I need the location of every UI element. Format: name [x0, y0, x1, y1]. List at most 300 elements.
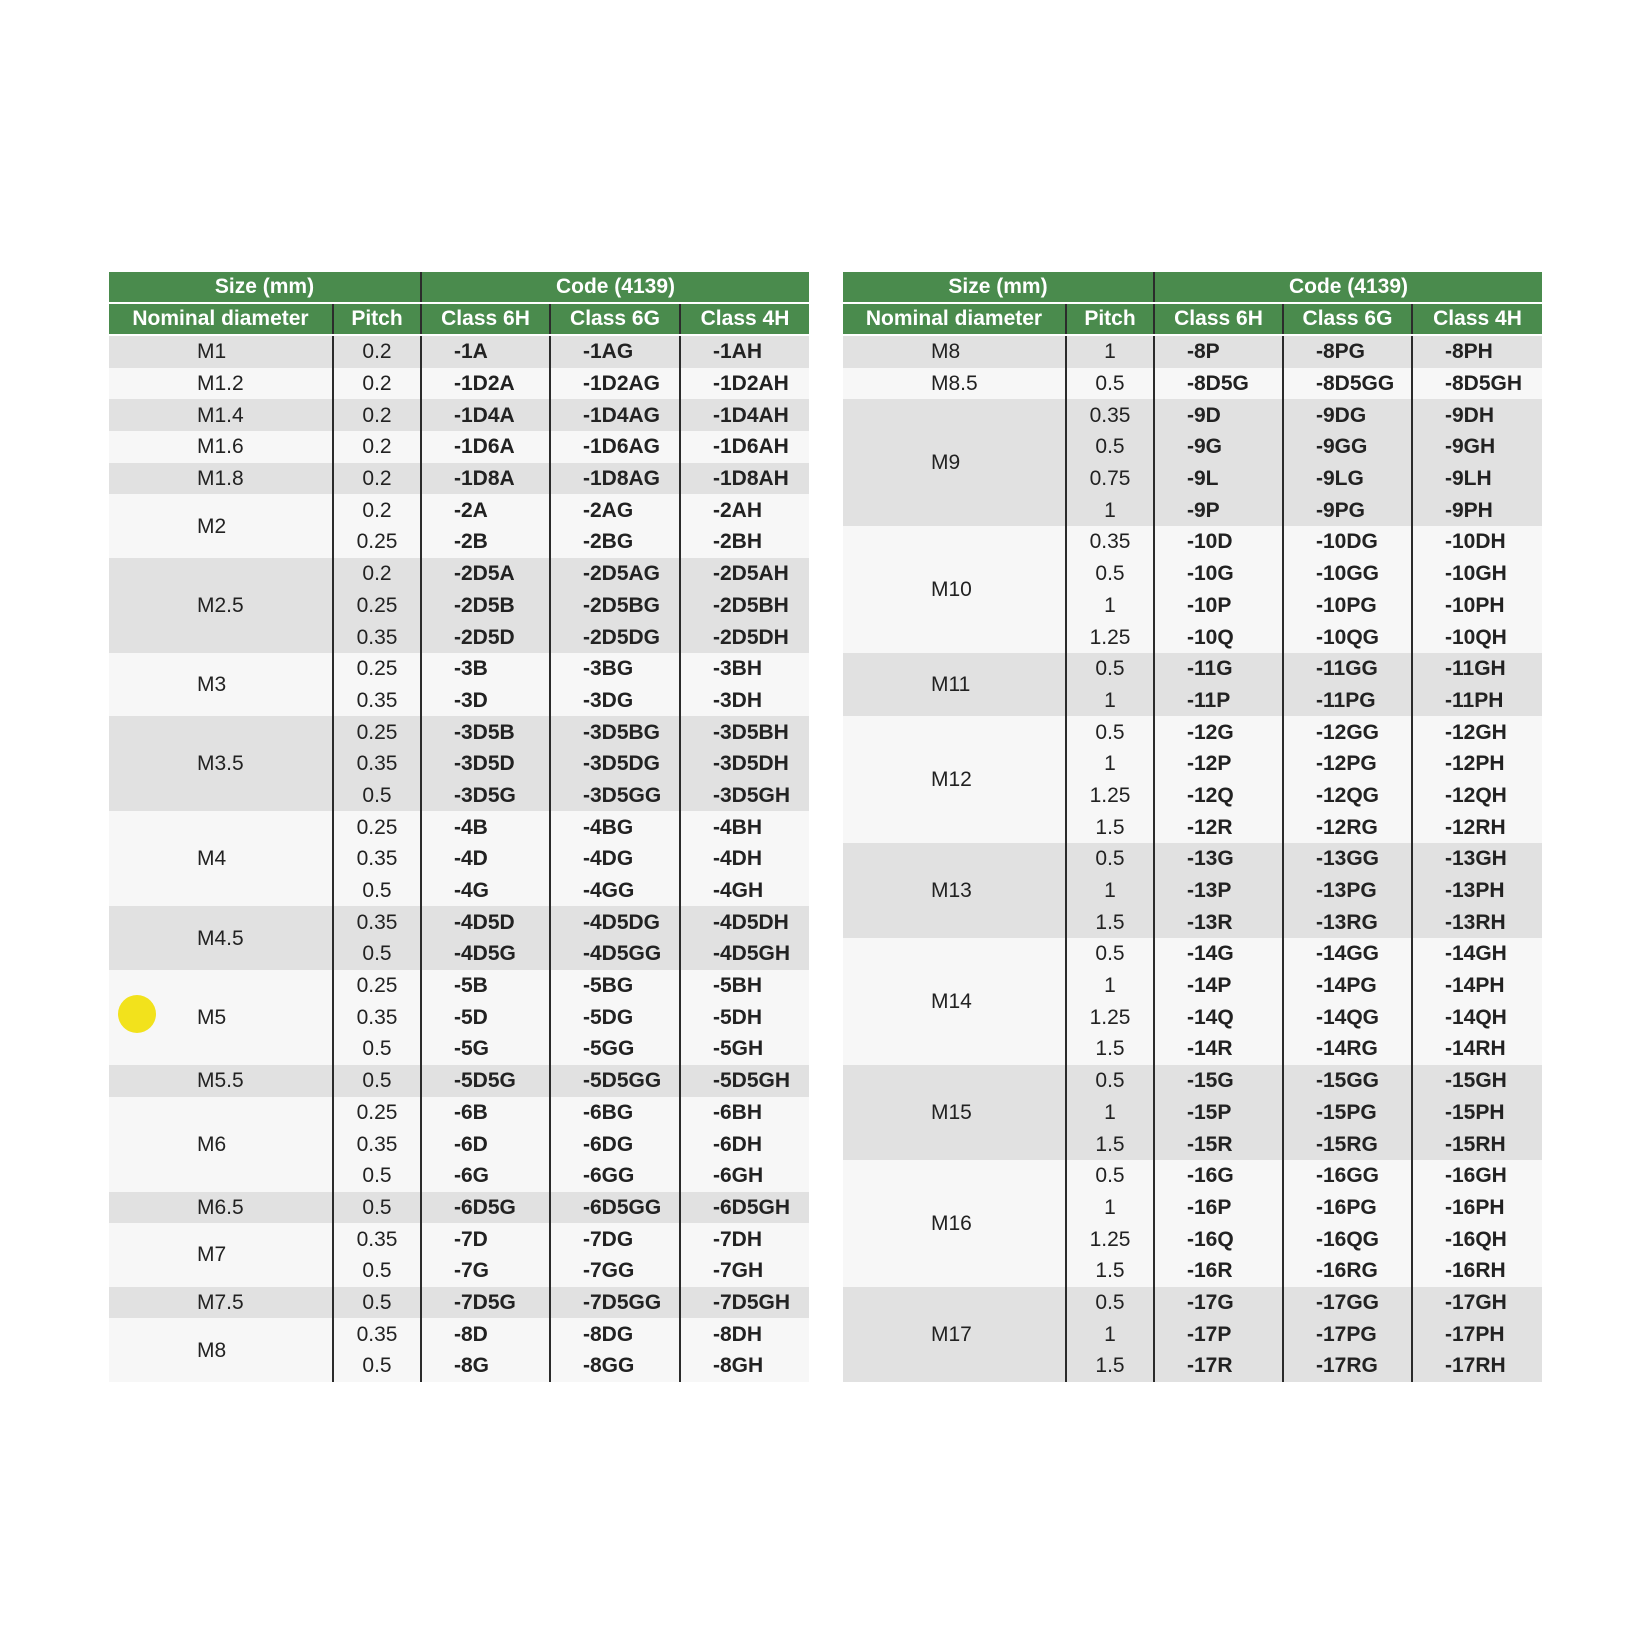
class-4h-cell: -8DH	[680, 1318, 809, 1350]
pitch-cell: 1	[1066, 1097, 1154, 1129]
class-6g-cell: -4BG	[550, 811, 680, 843]
class-6h-cell: -4D5G	[421, 938, 550, 970]
class-6h-cell: -3B	[421, 653, 550, 685]
nominal-diameter-cell: M14	[843, 938, 1066, 1065]
pitch-cell: 0.5	[1066, 558, 1154, 590]
pitch-cell: 0.35	[333, 1318, 421, 1350]
class-4h-cell: -16PH	[1412, 1192, 1542, 1224]
pitch-cell: 1	[1066, 335, 1154, 368]
class-6g-cell: -15GG	[1283, 1065, 1412, 1097]
class-6g-cell: -14PG	[1283, 970, 1412, 1002]
pitch-cell: 0.5	[333, 875, 421, 907]
class-4h-cell: -5BH	[680, 970, 809, 1002]
class-6h-cell: -14G	[1154, 938, 1283, 970]
class-6g-cell: -4DG	[550, 843, 680, 875]
header-group-row	[109, 272, 809, 303]
class-4h-cell: -2BH	[680, 526, 809, 558]
pitch-cell: 0.35	[333, 906, 421, 938]
pitch-cell: 0.5	[1066, 843, 1154, 875]
class-6h-cell: -5G	[421, 1033, 550, 1065]
class-6g-cell: -10QG	[1283, 621, 1412, 653]
pitch-cell: 1.5	[1066, 1033, 1154, 1065]
class-4h-cell: -2D5BH	[680, 590, 809, 622]
nominal-diameter-cell: M1.6	[109, 431, 333, 463]
class-6h-cell: -5B	[421, 970, 550, 1002]
class-6g-cell: -3DG	[550, 685, 680, 717]
nominal-diameter-header: Nominal diameter	[109, 303, 333, 335]
class-6g-cell: -14GG	[1283, 938, 1412, 970]
class-6g-cell: -12GG	[1283, 716, 1412, 748]
table-row	[109, 906, 809, 938]
table-row	[109, 1097, 809, 1129]
nominal-diameter-cell: M16	[843, 1160, 1066, 1287]
pitch-cell: 0.5	[1066, 653, 1154, 685]
class-6g-cell: -10GG	[1283, 558, 1412, 590]
class-4h-cell: -7D5GH	[680, 1287, 809, 1319]
class-6h-cell: -4D5D	[421, 906, 550, 938]
pitch-cell: 1	[1066, 685, 1154, 717]
class-6h-cell: -10G	[1154, 558, 1283, 590]
class-6h-cell: -16P	[1154, 1192, 1283, 1224]
class-6g-cell: -5DG	[550, 1001, 680, 1033]
nominal-diameter-cell: M10	[843, 526, 1066, 653]
class-4h-cell: -11PH	[1412, 685, 1542, 717]
class-6g-cell: -1D8AG	[550, 463, 680, 495]
class-6h-cell: -1D8A	[421, 463, 550, 495]
table-row	[843, 1287, 1542, 1319]
class-4h-cell: -12PH	[1412, 748, 1542, 780]
table-row	[843, 399, 1542, 431]
class-4h-cell: -5GH	[680, 1033, 809, 1065]
class-4h-cell: -17GH	[1412, 1287, 1542, 1319]
class-4h-cell: -16QH	[1412, 1223, 1542, 1255]
class-6h-cell: -1D4A	[421, 399, 550, 431]
nominal-diameter-cell: M4	[109, 811, 333, 906]
class-6h-cell: -12Q	[1154, 780, 1283, 812]
class-6h-cell: -17G	[1154, 1287, 1283, 1319]
pitch-cell: 0.5	[1066, 368, 1154, 400]
class-4h-cell: -14GH	[1412, 938, 1542, 970]
class-6h-cell: -9P	[1154, 494, 1283, 526]
code-group-header: Code (4139)	[1154, 272, 1542, 303]
pitch-cell: 0.5	[333, 938, 421, 970]
class-6g-cell: -1D4AG	[550, 399, 680, 431]
pitch-cell: 0.5	[333, 1033, 421, 1065]
nominal-diameter-cell: M13	[843, 843, 1066, 938]
class-6h-cell: -2D5B	[421, 590, 550, 622]
class-4h-cell: -12RH	[1412, 811, 1542, 843]
table-row	[109, 1065, 809, 1097]
class-4h-cell: -3BH	[680, 653, 809, 685]
pitch-cell: 0.5	[1066, 1065, 1154, 1097]
nominal-diameter-cell: M8.5	[843, 368, 1066, 400]
class-6h-cell: -7G	[421, 1255, 550, 1287]
class-6g-cell: -13PG	[1283, 875, 1412, 907]
pitch-cell: 0.2	[333, 399, 421, 431]
table-row	[109, 399, 809, 431]
class-6g-cell: -8GG	[550, 1350, 680, 1382]
class-6h-cell: -2D5A	[421, 558, 550, 590]
class-6h-cell: -8P	[1154, 335, 1283, 368]
pitch-cell: 1.25	[1066, 780, 1154, 812]
table-row	[843, 938, 1542, 970]
class-4h-cell: -8PH	[1412, 335, 1542, 368]
table-row	[109, 368, 809, 400]
pitch-cell: 0.25	[333, 970, 421, 1002]
pitch-cell: 0.2	[333, 335, 421, 368]
pitch-cell: 0.35	[1066, 526, 1154, 558]
class-6h-header: Class 6H	[1154, 303, 1283, 335]
pitch-cell: 0.5	[333, 1160, 421, 1192]
class-4h-cell: -3D5GH	[680, 780, 809, 812]
class-6g-cell: -14QG	[1283, 1001, 1412, 1033]
class-6g-cell: -11PG	[1283, 685, 1412, 717]
class-6h-cell: -17R	[1154, 1350, 1283, 1382]
class-6h-cell: -11P	[1154, 685, 1283, 717]
pitch-cell: 1	[1066, 494, 1154, 526]
class-6g-cell: -16RG	[1283, 1255, 1412, 1287]
class-6g-cell: -16PG	[1283, 1192, 1412, 1224]
class-6h-cell: -13P	[1154, 875, 1283, 907]
class-6g-cell: -10DG	[1283, 526, 1412, 558]
class-4h-cell: -12GH	[1412, 716, 1542, 748]
pitch-cell: 0.5	[333, 1192, 421, 1224]
class-4h-cell: -13RH	[1412, 906, 1542, 938]
class-6h-cell: -12R	[1154, 811, 1283, 843]
yellow-marker-dot	[118, 995, 156, 1033]
class-6h-cell: -14R	[1154, 1033, 1283, 1065]
pitch-cell: 1.5	[1066, 1350, 1154, 1382]
class-4h-cell: -15GH	[1412, 1065, 1542, 1097]
class-4h-cell: -6DH	[680, 1128, 809, 1160]
class-6h-cell: -1A	[421, 335, 550, 368]
nominal-diameter-cell: M8	[843, 335, 1066, 368]
class-6g-cell: -1AG	[550, 335, 680, 368]
class-6g-cell: -17RG	[1283, 1350, 1412, 1382]
class-4h-cell: -12QH	[1412, 780, 1542, 812]
table-row	[109, 335, 809, 368]
nominal-diameter-cell: M9	[843, 399, 1066, 526]
pitch-cell: 0.5	[333, 1255, 421, 1287]
class-6h-cell: -8D	[421, 1318, 550, 1350]
pitch-cell: 0.35	[333, 1001, 421, 1033]
pitch-cell: 0.2	[333, 431, 421, 463]
class-6g-cell: -6D5GG	[550, 1192, 680, 1224]
pitch-cell: 0.35	[333, 843, 421, 875]
pitch-cell: 1	[1066, 1318, 1154, 1350]
class-6g-cell: -1D6AG	[550, 431, 680, 463]
class-6h-cell: -11G	[1154, 653, 1283, 685]
class-4h-cell: -13GH	[1412, 843, 1542, 875]
pitch-cell: 1.25	[1066, 1223, 1154, 1255]
pitch-cell: 0.5	[1066, 938, 1154, 970]
class-6h-cell: -17P	[1154, 1318, 1283, 1350]
table-row	[109, 1318, 809, 1350]
table-row	[109, 811, 809, 843]
pitch-cell: 0.35	[1066, 399, 1154, 431]
class-6h-cell: -14P	[1154, 970, 1283, 1002]
table-row	[109, 716, 809, 748]
class-6h-cell: -14Q	[1154, 1001, 1283, 1033]
pitch-cell: 1	[1066, 875, 1154, 907]
pitch-cell: 0.2	[333, 494, 421, 526]
pitch-cell: 0.25	[333, 716, 421, 748]
nominal-diameter-cell: M1.2	[109, 368, 333, 400]
class-6g-cell: -8DG	[550, 1318, 680, 1350]
pitch-cell: 1.25	[1066, 621, 1154, 653]
pitch-cell: 1.25	[1066, 1001, 1154, 1033]
class-6g-cell: -9GG	[1283, 431, 1412, 463]
thread-code-table-left	[109, 272, 809, 1382]
class-4h-cell: -15RH	[1412, 1128, 1542, 1160]
pitch-cell: 0.75	[1066, 463, 1154, 495]
class-6g-cell: -2AG	[550, 494, 680, 526]
class-4h-cell: -17RH	[1412, 1350, 1542, 1382]
class-6h-cell: -1D6A	[421, 431, 550, 463]
class-4h-cell: -1D6AH	[680, 431, 809, 463]
pitch-cell: 0.35	[333, 1223, 421, 1255]
table-row	[109, 1287, 809, 1319]
class-6h-cell: -1D2A	[421, 368, 550, 400]
class-6h-cell: -6G	[421, 1160, 550, 1192]
nominal-diameter-cell: M6	[109, 1097, 333, 1192]
class-6h-cell: -13R	[1154, 906, 1283, 938]
class-6g-cell: -10PG	[1283, 590, 1412, 622]
pitch-cell: 0.25	[333, 811, 421, 843]
pitch-header: Pitch	[333, 303, 421, 335]
header-column-row	[109, 303, 809, 335]
class-6h-cell: -7D5G	[421, 1287, 550, 1319]
class-6g-cell: -13GG	[1283, 843, 1412, 875]
class-4h-cell: -2AH	[680, 494, 809, 526]
class-4h-cell: -10QH	[1412, 621, 1542, 653]
class-6g-cell: -15PG	[1283, 1097, 1412, 1129]
nominal-diameter-cell: M2.5	[109, 558, 333, 653]
class-6g-cell: -14RG	[1283, 1033, 1412, 1065]
pitch-cell: 0.35	[333, 1128, 421, 1160]
class-6h-cell: -3D5D	[421, 748, 550, 780]
nominal-diameter-cell: M6.5	[109, 1192, 333, 1224]
table-row	[109, 431, 809, 463]
code-group-header: Code (4139)	[421, 272, 809, 303]
class-6h-cell: -8D5G	[1154, 368, 1283, 400]
class-6h-cell: -15G	[1154, 1065, 1283, 1097]
class-4h-cell: -1D4AH	[680, 399, 809, 431]
class-6g-cell: -17GG	[1283, 1287, 1412, 1319]
header-group-row	[843, 272, 1542, 303]
class-6g-header: Class 6G	[550, 303, 680, 335]
class-6g-cell: -3D5BG	[550, 716, 680, 748]
table-row	[109, 494, 809, 526]
class-4h-cell: -13PH	[1412, 875, 1542, 907]
class-4h-cell: -9DH	[1412, 399, 1542, 431]
class-6h-cell: -9G	[1154, 431, 1283, 463]
pitch-cell: 0.25	[333, 653, 421, 685]
class-4h-cell: -8GH	[680, 1350, 809, 1382]
class-4h-cell: -5D5GH	[680, 1065, 809, 1097]
header-column-row	[843, 303, 1542, 335]
class-6h-cell: -5D	[421, 1001, 550, 1033]
class-4h-cell: -10GH	[1412, 558, 1542, 590]
pitch-cell: 1.5	[1066, 906, 1154, 938]
class-4h-cell: -3DH	[680, 685, 809, 717]
class-6g-cell: -12QG	[1283, 780, 1412, 812]
nominal-diameter-cell: M1.8	[109, 463, 333, 495]
class-6h-cell: -7D	[421, 1223, 550, 1255]
table-row	[843, 368, 1542, 400]
class-4h-header: Class 4H	[1412, 303, 1542, 335]
class-6g-cell: -17PG	[1283, 1318, 1412, 1350]
class-6g-cell: -7GG	[550, 1255, 680, 1287]
pitch-cell: 0.5	[1066, 1160, 1154, 1192]
table-row	[109, 653, 809, 685]
class-4h-cell: -6GH	[680, 1160, 809, 1192]
class-6g-cell: -6DG	[550, 1128, 680, 1160]
class-4h-cell: -17PH	[1412, 1318, 1542, 1350]
thread-code-table-right	[843, 272, 1542, 1382]
pitch-cell: 0.5	[1066, 716, 1154, 748]
pitch-cell: 0.35	[333, 621, 421, 653]
class-4h-cell: -14QH	[1412, 1001, 1542, 1033]
class-4h-cell: -3D5DH	[680, 748, 809, 780]
class-6g-cell: -8D5GG	[1283, 368, 1412, 400]
class-6h-cell: -6B	[421, 1097, 550, 1129]
class-6g-cell: -3BG	[550, 653, 680, 685]
class-4h-cell: -2D5AH	[680, 558, 809, 590]
class-4h-cell: -5DH	[680, 1001, 809, 1033]
class-6h-cell: -12G	[1154, 716, 1283, 748]
pitch-cell: 0.2	[333, 463, 421, 495]
nominal-diameter-cell: M15	[843, 1065, 1066, 1160]
table-row	[843, 526, 1542, 558]
class-6h-cell: -2A	[421, 494, 550, 526]
class-6h-cell: -6D5G	[421, 1192, 550, 1224]
pitch-cell: 0.25	[333, 1097, 421, 1129]
class-6g-cell: -12RG	[1283, 811, 1412, 843]
class-6g-cell: -6BG	[550, 1097, 680, 1129]
class-6h-cell: -4B	[421, 811, 550, 843]
pitch-cell: 0.2	[333, 558, 421, 590]
nominal-diameter-cell: M12	[843, 716, 1066, 843]
class-6g-cell: -8PG	[1283, 335, 1412, 368]
size-group-header: Size (mm)	[843, 272, 1154, 303]
class-4h-cell: -10PH	[1412, 590, 1542, 622]
table-row	[109, 558, 809, 590]
class-6g-cell: -5GG	[550, 1033, 680, 1065]
class-6g-cell: -2D5DG	[550, 621, 680, 653]
class-6g-cell: -11GG	[1283, 653, 1412, 685]
class-6h-cell: -4D	[421, 843, 550, 875]
class-6h-cell: -4G	[421, 875, 550, 907]
class-4h-cell: -8D5GH	[1412, 368, 1542, 400]
class-4h-cell: -10DH	[1412, 526, 1542, 558]
class-6g-cell: -9PG	[1283, 494, 1412, 526]
class-6g-cell: -9LG	[1283, 463, 1412, 495]
class-6g-header: Class 6G	[1283, 303, 1412, 335]
class-6h-cell: -12P	[1154, 748, 1283, 780]
class-6h-cell: -8G	[421, 1350, 550, 1382]
table-row	[109, 463, 809, 495]
class-6g-cell: -1D2AG	[550, 368, 680, 400]
class-4h-cell: -4DH	[680, 843, 809, 875]
class-4h-cell: -16RH	[1412, 1255, 1542, 1287]
table-row	[109, 970, 809, 1002]
class-6g-cell: -2BG	[550, 526, 680, 558]
nominal-diameter-cell: M1.4	[109, 399, 333, 431]
pitch-cell: 0.5	[1066, 1287, 1154, 1319]
class-4h-cell: -4GH	[680, 875, 809, 907]
class-4h-cell: -14RH	[1412, 1033, 1542, 1065]
pitch-cell: 0.5	[333, 1065, 421, 1097]
class-6g-cell: -15RG	[1283, 1128, 1412, 1160]
class-6h-cell: -2D5D	[421, 621, 550, 653]
pitch-cell: 0.5	[333, 1287, 421, 1319]
class-6g-cell: -3D5DG	[550, 748, 680, 780]
class-6g-cell: -6GG	[550, 1160, 680, 1192]
pitch-cell: 0.5	[333, 1350, 421, 1382]
pitch-cell: 1.5	[1066, 1128, 1154, 1160]
pitch-cell: 0.5	[333, 780, 421, 812]
class-6h-cell: -15P	[1154, 1097, 1283, 1129]
class-6h-cell: -6D	[421, 1128, 550, 1160]
class-6g-cell: -5BG	[550, 970, 680, 1002]
class-6g-cell: -2D5BG	[550, 590, 680, 622]
nominal-diameter-cell: M2	[109, 494, 333, 557]
class-6h-cell: -3D	[421, 685, 550, 717]
nominal-diameter-cell: M3.5	[109, 716, 333, 811]
table-row	[109, 1192, 809, 1224]
nominal-diameter-cell: M5	[109, 970, 333, 1065]
pitch-cell: 0.35	[333, 748, 421, 780]
class-4h-cell: -2D5DH	[680, 621, 809, 653]
class-4h-cell: -11GH	[1412, 653, 1542, 685]
class-6h-cell: -3D5B	[421, 716, 550, 748]
pitch-header: Pitch	[1066, 303, 1154, 335]
class-4h-cell: -7GH	[680, 1255, 809, 1287]
table-row	[843, 1065, 1542, 1097]
class-4h-cell: -4BH	[680, 811, 809, 843]
class-6h-cell: -10P	[1154, 590, 1283, 622]
class-6h-cell: -13G	[1154, 843, 1283, 875]
class-6g-cell: -9DG	[1283, 399, 1412, 431]
table-row	[843, 716, 1542, 748]
pitch-cell: 1.5	[1066, 811, 1154, 843]
pitch-cell: 1	[1066, 748, 1154, 780]
pitch-cell: 1.5	[1066, 1255, 1154, 1287]
class-4h-cell: -6BH	[680, 1097, 809, 1129]
pitch-cell: 0.35	[333, 685, 421, 717]
class-6g-cell: -16QG	[1283, 1223, 1412, 1255]
class-4h-cell: -16GH	[1412, 1160, 1542, 1192]
class-6g-cell: -16GG	[1283, 1160, 1412, 1192]
class-4h-cell: -4D5GH	[680, 938, 809, 970]
class-4h-cell: -6D5GH	[680, 1192, 809, 1224]
class-4h-cell: -3D5BH	[680, 716, 809, 748]
table-row	[843, 843, 1542, 875]
class-6h-cell: -9L	[1154, 463, 1283, 495]
class-6h-cell: -10Q	[1154, 621, 1283, 653]
table-row	[109, 1223, 809, 1255]
nominal-diameter-cell: M8	[109, 1318, 333, 1381]
size-group-header: Size (mm)	[109, 272, 421, 303]
pitch-cell: 1	[1066, 1192, 1154, 1224]
class-4h-cell: -9GH	[1412, 431, 1542, 463]
class-4h-cell: -15PH	[1412, 1097, 1542, 1129]
class-6g-cell: -4D5DG	[550, 906, 680, 938]
class-4h-cell: -14PH	[1412, 970, 1542, 1002]
class-6h-cell: -15R	[1154, 1128, 1283, 1160]
class-6g-cell: -12PG	[1283, 748, 1412, 780]
